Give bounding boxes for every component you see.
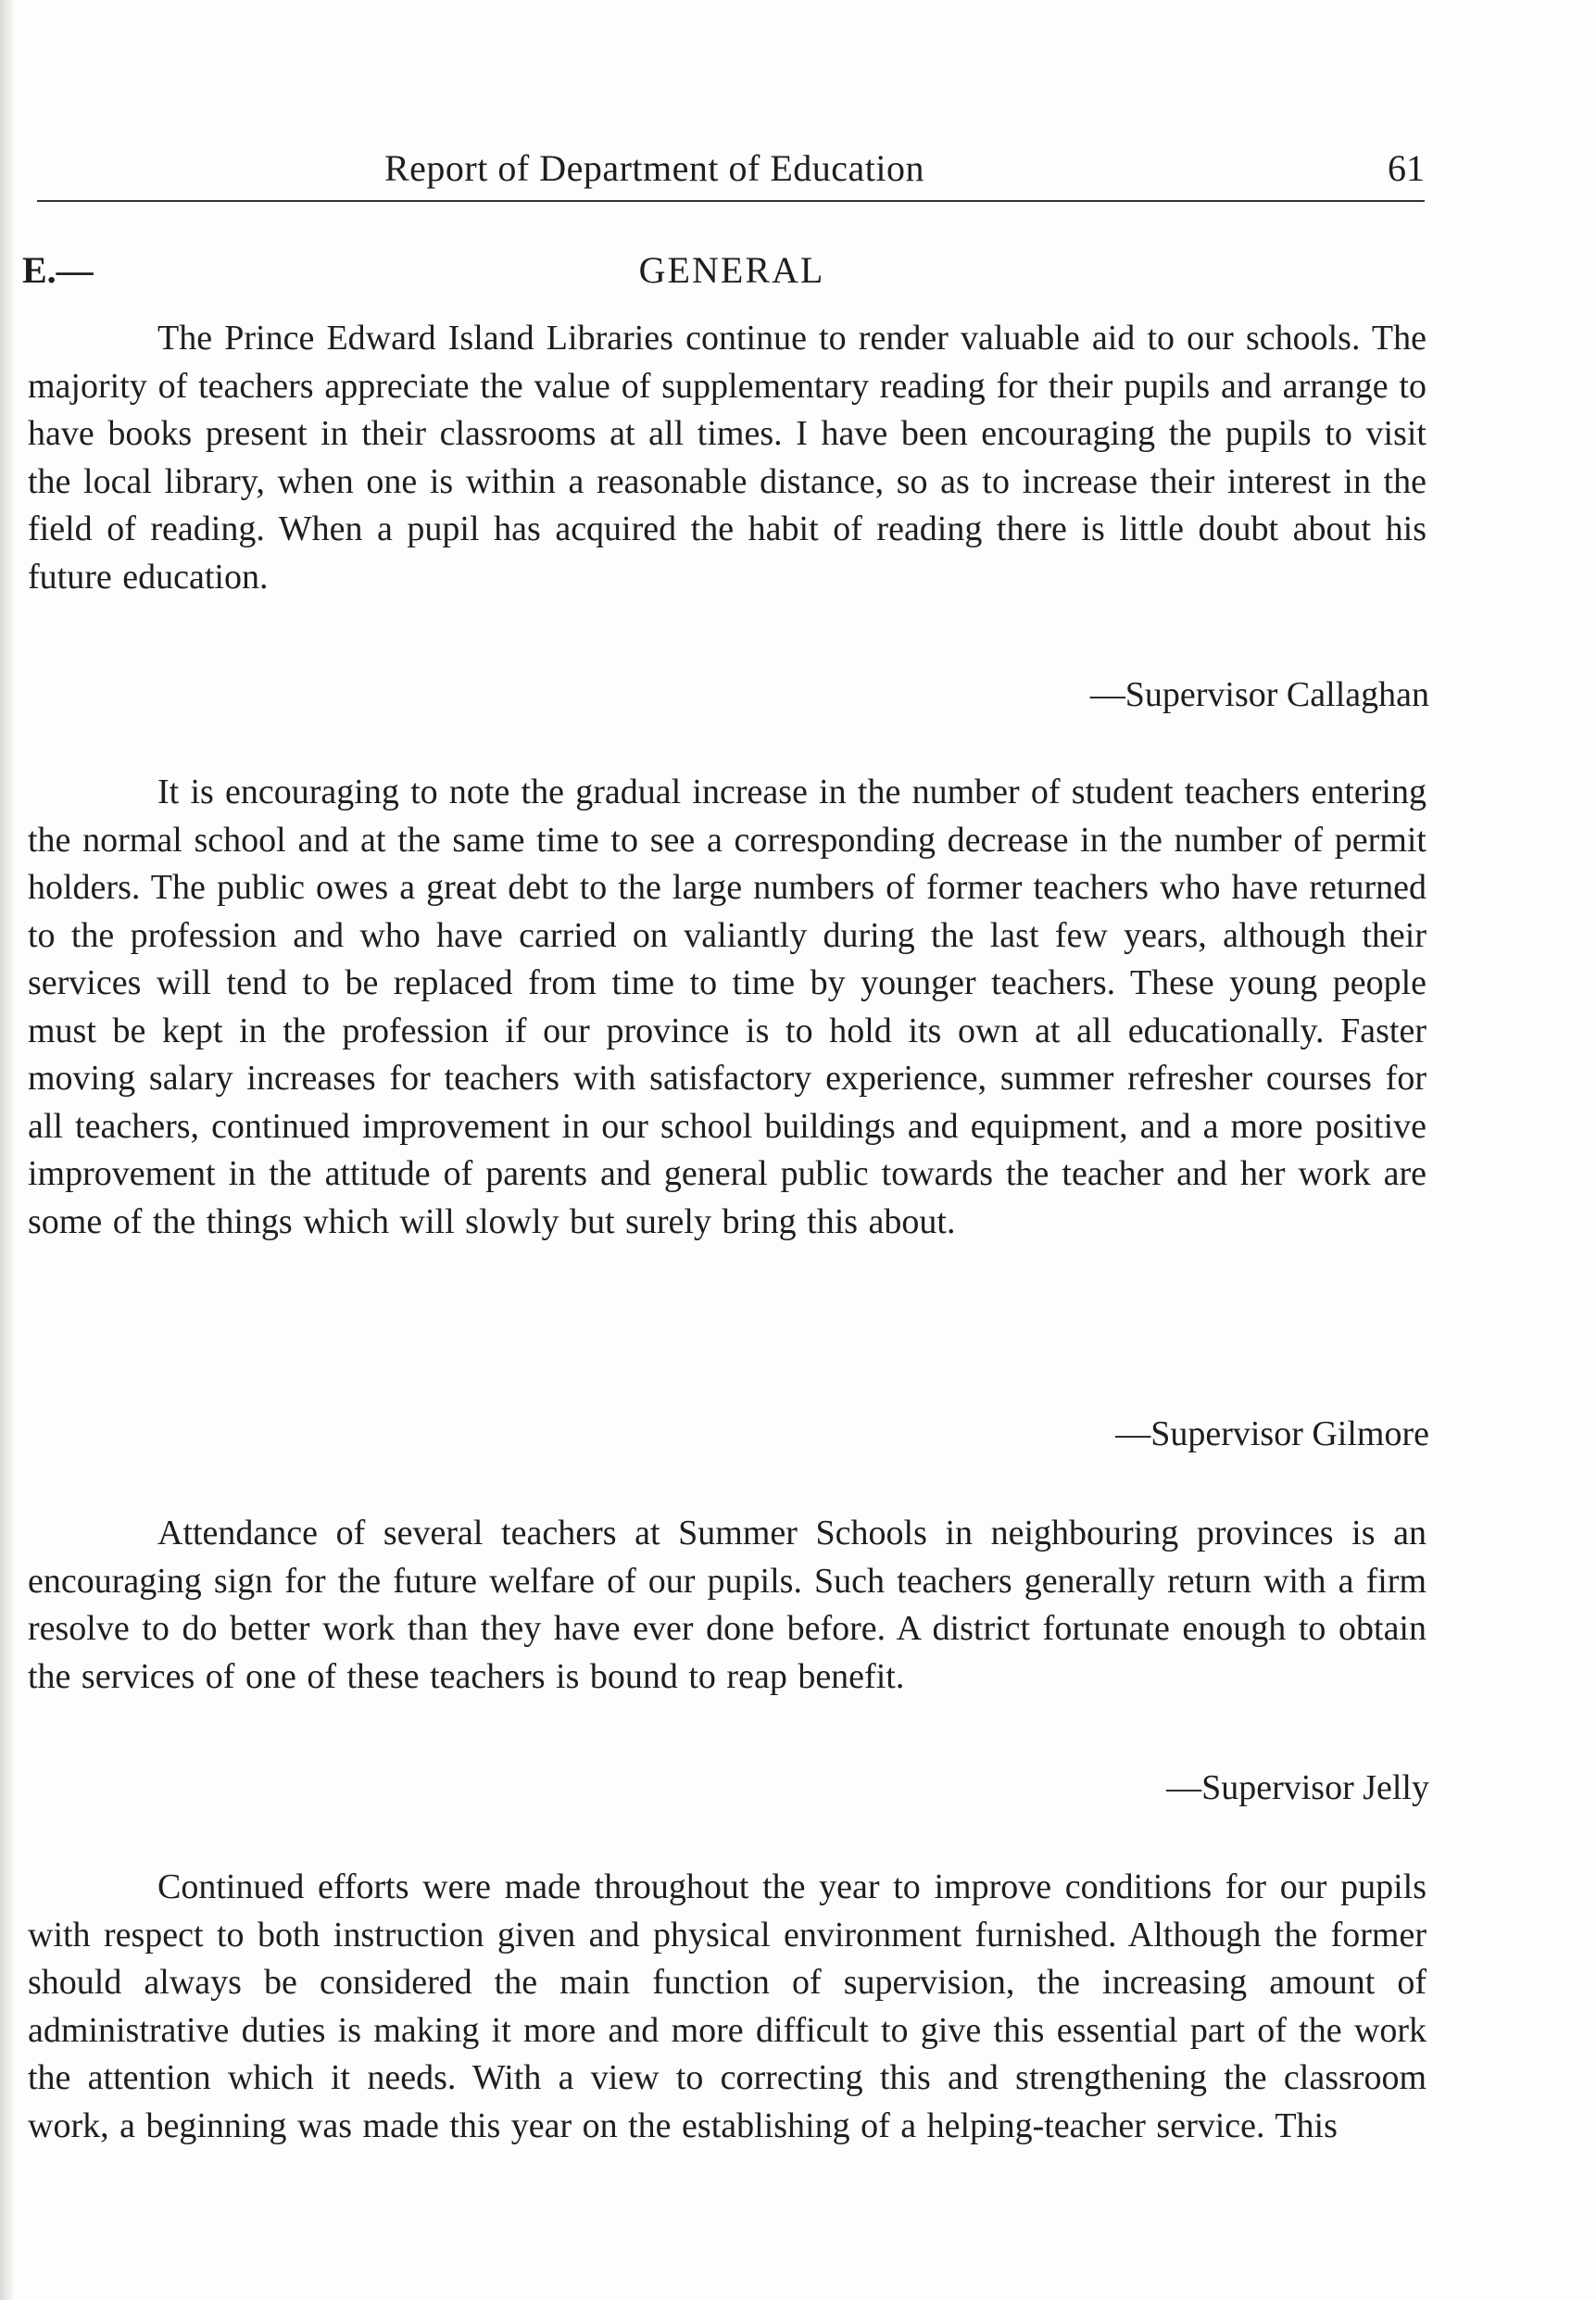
- paragraph-helping-teacher: Continued efforts were made throughout the year to improve conditions for our pupils with respect to both instruction given and physical environment furnished. Although the former should always be considered the main function of supervision, the increasing amount of administrative duties is making it more and more difficult to give this essential part of the work the attention which it needs. With a view to correcting this and strengthening the classroom work, a beginning was made this year on the establishing of a helping-teacher service. This: [28, 1867, 1426, 2145]
- running-header-title: Report of Department of Education: [384, 147, 924, 189]
- paragraph-jelly: Attendance of several teachers at Summer Schools in neighbouring provinces is an encouraging sign for the future welfare of our pupils. Such teachers generally return with a firm resolve to do better work than they have ever done before. A district fortunate enough to obtain the services of one of these teachers is bound to reap benefit.: [28, 1514, 1426, 1696]
- signature-callaghan: —Supervisor Callaghan: [1089, 675, 1429, 714]
- section-title: GENERAL: [638, 249, 825, 291]
- binding-shadow: [0, 0, 13, 2300]
- running-header: [37, 146, 1425, 202]
- page-number: 61: [1388, 147, 1425, 189]
- section-label: E.—: [22, 249, 94, 291]
- paragraph-callaghan: The Prince Edward Island Libraries continue to render valuable aid to our schools. The majority of teachers appreciate the value of supplementary reading for their pupils and arrange to have books present in their classrooms at all times. I have been encouraging the pupils to visit the local library, when one is within a reasonable distance, so as to increase their interest in the field of reading. When a pupil has acquired the habit of reading there is little doubt about his future education.: [28, 319, 1426, 597]
- signature-gilmore: —Supervisor Gilmore: [1115, 1414, 1429, 1453]
- paragraph-gilmore: It is encouraging to note the gradual increase in the number of student teachers entering the normal school and at the same time to see a corresponding decrease in the number of permit holders. The public owes a great debt to the large numbers of former teachers who have returned to the profession and who have carried on valiantly during the last few years, although their services will tend to be replaced from time to time by younger teachers. These young people must be kept in the profession if our province is to hold its own at all educationally. Faster moving salary increases for teachers with satisfactory experience, summer refresher courses for all teachers, continued improvement in our school buildings and equipment, and a more positive improvement in the attitude of parents and general public towards the teacher and her work are some of the things which will slowly but surely bring this about.: [28, 773, 1426, 1241]
- signature-jelly: —Supervisor Jelly: [1166, 1768, 1429, 1807]
